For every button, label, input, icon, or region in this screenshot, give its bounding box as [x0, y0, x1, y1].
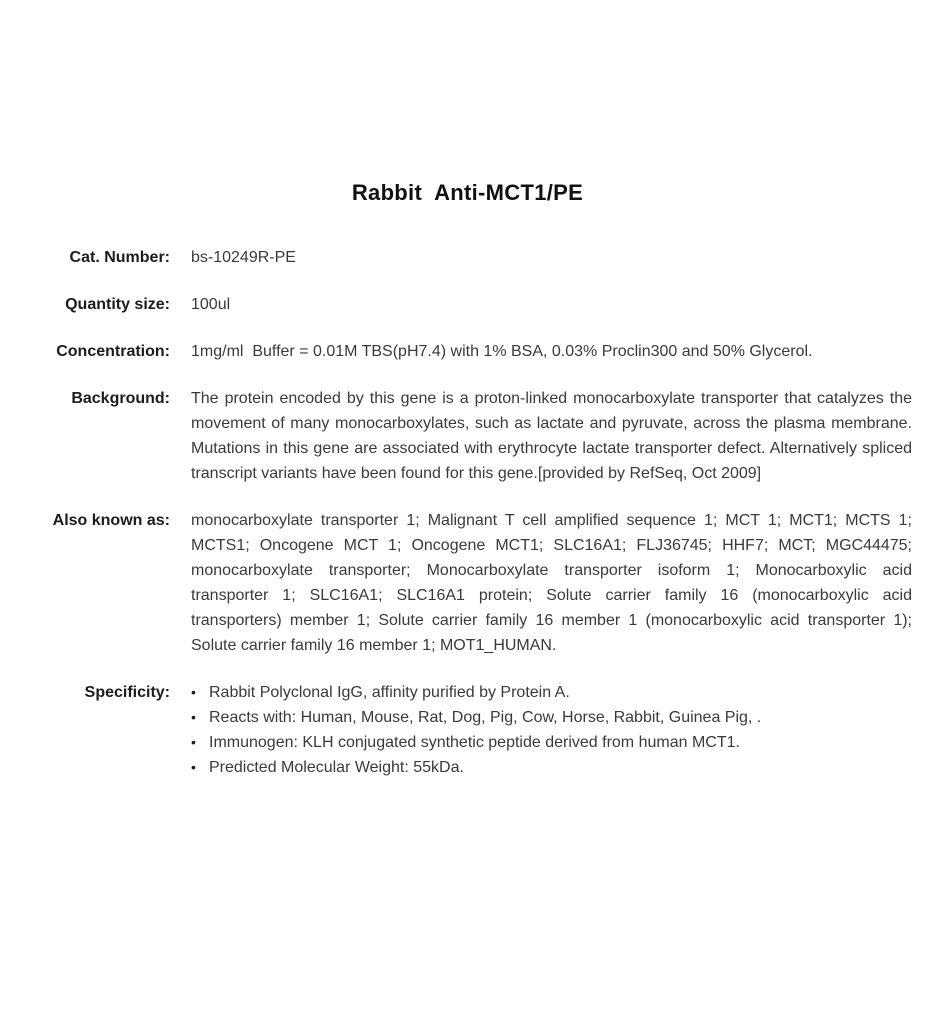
field-value: bs-10249R-PE [191, 249, 296, 266]
bullet-text: Immunogen: KLH conjugated synthetic peptide derived from human MCT1. [209, 734, 740, 751]
field-row [0, 245, 935, 270]
field-label: Concentration: [56, 343, 170, 360]
field-row [0, 386, 935, 486]
field-label: Specificity: [84, 684, 170, 701]
field-value: monocarboxylate transporter 1; Malignant T cell amplified sequence 1; MCT 1; MCT1; MCTS 1; MCTS1; Oncogene MCT 1; Oncogene MCT1; SLC16A1; FLJ36745; HHF7; MCT; MGC44475; monocarboxylate transporter; Monocarboxylate transporter isoform 1; Monocarboxylic acid transporter 1; SLC16A1; SLC16A1 protein; Solute carrier family 16 (monocarboxylic acid transporters) member 1; Solute carrier family 16 member 1 (monocarboxylic acid transporter 1); Solute carrier family 16 member 1; MOT1_HUMAN. [191, 512, 912, 654]
field-row [0, 339, 935, 364]
page-title: Rabbit Anti-MCT1/PE [351, 180, 584, 205]
bullet-item [191, 730, 912, 755]
bullet-icon: • [191, 684, 196, 700]
bullet-icon: • [191, 734, 196, 750]
bullet-icon: • [191, 709, 196, 725]
field-label: Background: [71, 390, 170, 407]
field-rows [0, 245, 935, 780]
field-value: 100ul [191, 296, 231, 313]
field-value: 1mg/ml Buffer = 0.01M TBS(pH7.4) with 1% BSA, 0.03% Proclin300 and 50% Glycerol. [191, 343, 813, 360]
field-row [0, 292, 935, 317]
field-value: The protein encoded by this gene is a proton-linked monocarboxylate transporter that catalyzes the movement of many monocarboxylates, such as lactate and pyruvate, across the plasma membrane. Mutations in this gene are associated with erythrocyte lactate transporter defect. Alternatively spliced transcript variants have been found for this gene.[provided by RefSeq, Oct 2009] [191, 390, 912, 482]
field-row [0, 680, 935, 780]
field-label: Also known as: [52, 512, 170, 529]
bullet-text: Reacts with: Human, Mouse, Rat, Dog, Pig, Cow, Horse, Rabbit, Guinea Pig, . [209, 709, 762, 726]
field-row [0, 508, 935, 658]
bullet-text: Predicted Molecular Weight: 55kDa. [209, 759, 464, 776]
bullet-icon: • [191, 759, 196, 775]
field-label: Cat. Number: [69, 249, 170, 266]
bullet-item [191, 705, 912, 730]
bullet-item [191, 680, 912, 705]
field-value [191, 680, 912, 780]
bullet-item [191, 755, 912, 780]
bullet-text: Rabbit Polyclonal IgG, affinity purified by Protein A. [209, 684, 570, 701]
field-label: Quantity size: [65, 296, 170, 313]
